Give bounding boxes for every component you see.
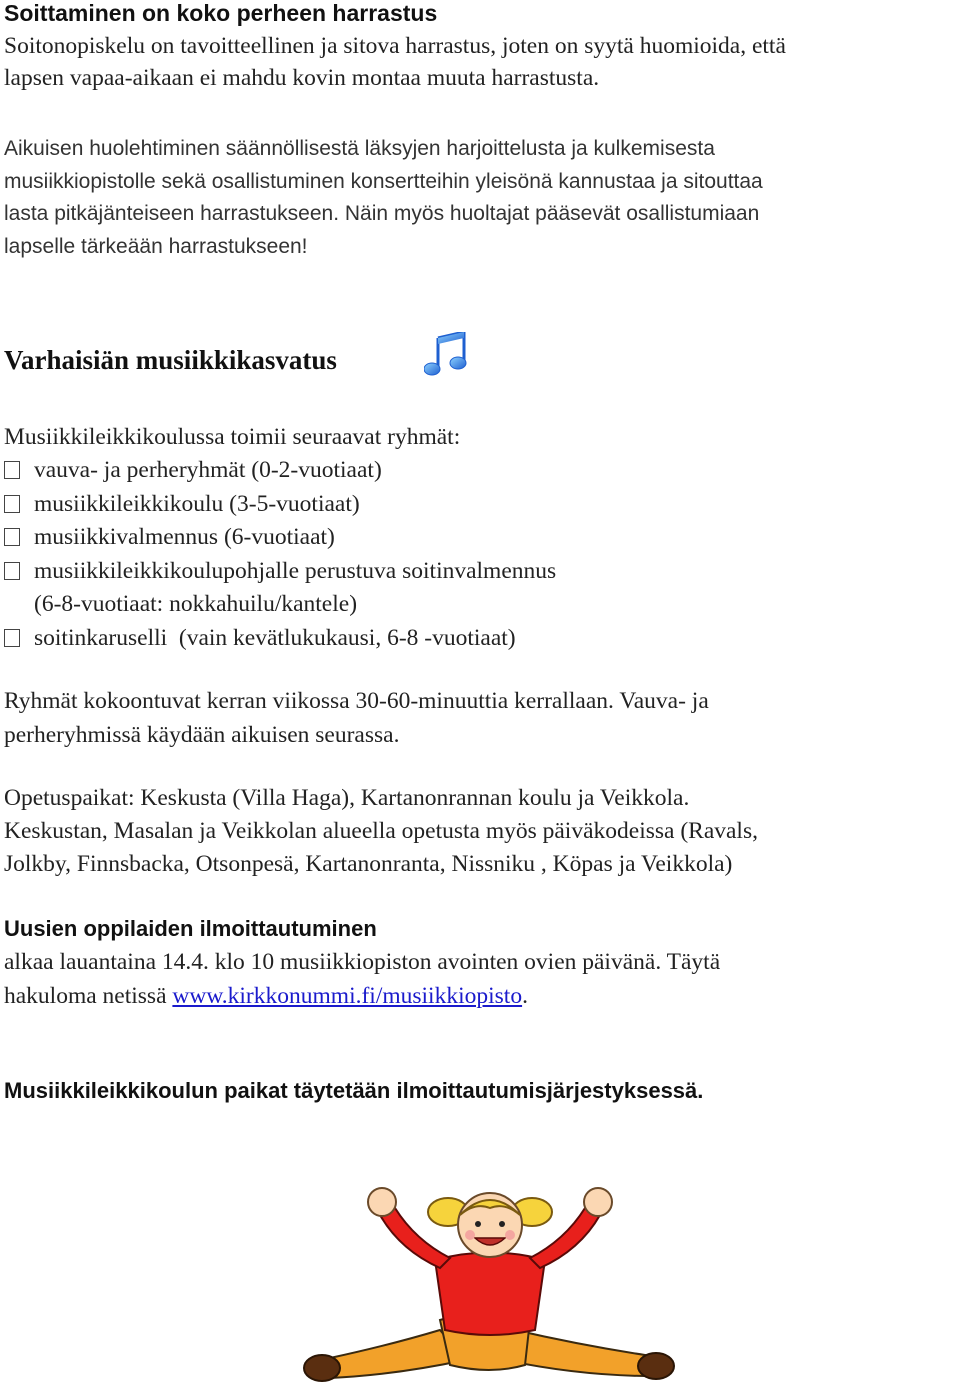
paragraph-line: alkaa lauantaina 14.4. klo 10 musiikkiopiston avointen ovien päivänä. Täytä [4,949,721,975]
list-item-continuation: (6-8-vuotiaat: nokkahuilu/kantele) [34,591,358,617]
bullet-box-icon [4,495,20,513]
section-title-early-music: Varhaisiän musiikkikasvatus [4,345,337,375]
section-title-enrollment: Uusien oppilaiden ilmoittautuminen [4,916,377,941]
section-title-family-hobby: Soittaminen on koko perheen harrastus [4,0,438,26]
bullet-box-icon [4,461,20,479]
list-item-label: musiikkileikkikoulupohjalle perustuva soitinvalmennus [34,558,557,584]
groups-intro: Musiikkileikkikoulussa toimii seuraavat ryhmät: [4,424,461,450]
list-item-label: vauva- ja perheryhmät (0-2-vuotiaat) [34,457,382,483]
list-item [4,457,382,484]
bullet-box-icon [4,629,20,647]
paragraph-segment: Näin myös huoltajat pääsevät osallistumiaan [339,202,760,225]
paragraph-line: Opetuspaikat: Keskusta (Villa Haga), Kartanonrannan koulu ja Veikkola. [4,785,690,811]
paragraph-line: Ryhmät kokoontuvat kerran viikossa 30-60-minuuttia kerrallaan. Vauva- ja [4,688,709,714]
child-jumping-illustration [300,1180,680,1387]
closing-note: Musiikkileikkikoulun paikat täytetään ilmoittautumisjärjestyksessä. [4,1078,704,1103]
paragraph-line: Soitonopiskelu on tavoitteellinen ja sitova harrastus, joten on syytä huomioida, että [4,33,786,59]
paragraph-line-mixed [4,202,759,226]
list-item-label: soitinkaruselli (vain kevätlukukausi, 6-8 -vuotiaat) [34,625,516,651]
list-item [4,625,516,652]
paragraph-line-with-link [4,983,528,1010]
list-item [4,524,335,551]
paragraph-line: lapsen vapaa-aikaan ei mahdu kovin montaa muuta harrastusta. [4,65,600,91]
paragraph-line: musiikkiopistolle sekä osallistuminen konsertteihin yleisönä kannustaa ja sitouttaa [4,170,763,193]
list-item-label: musiikkivalmennus (6-vuotiaat) [34,524,335,550]
list-item [4,558,556,585]
list-item-label: musiikkileikkikoulu (3-5-vuotiaat) [34,491,360,517]
paragraph-line: lapselle tärkeään harrastukseen! [4,235,308,258]
bullet-box-icon [4,528,20,546]
paragraph-line: perheryhmissä käydään aikuisen seurassa. [4,722,400,748]
paragraph-line: Jolkby, Finnsbacka, Otsonpesä, Kartanonranta, Nissniku , Köpas ja Veikkola) [4,851,733,877]
paragraph-line: Keskustan, Masalan ja Veikkolan alueella opetusta myös päiväkodeissa (Ravals, [4,818,758,844]
paragraph-line: Aikuisen huolehtiminen säännöllisestä läksyjen harjoittelusta ja kulkemisesta [4,137,715,160]
paragraph-segment: hakuloma netissä [4,983,173,1009]
bullet-box-icon [4,562,20,580]
list-item [4,491,360,518]
paragraph-segment: . [522,983,528,1009]
website-link[interactable]: www.kirkkonummi.fi/musiikkiopisto [172,983,523,1009]
paragraph-segment: lasta pitkäjänteiseen harrastukseen. [4,202,340,225]
music-note-icon [424,332,470,376]
